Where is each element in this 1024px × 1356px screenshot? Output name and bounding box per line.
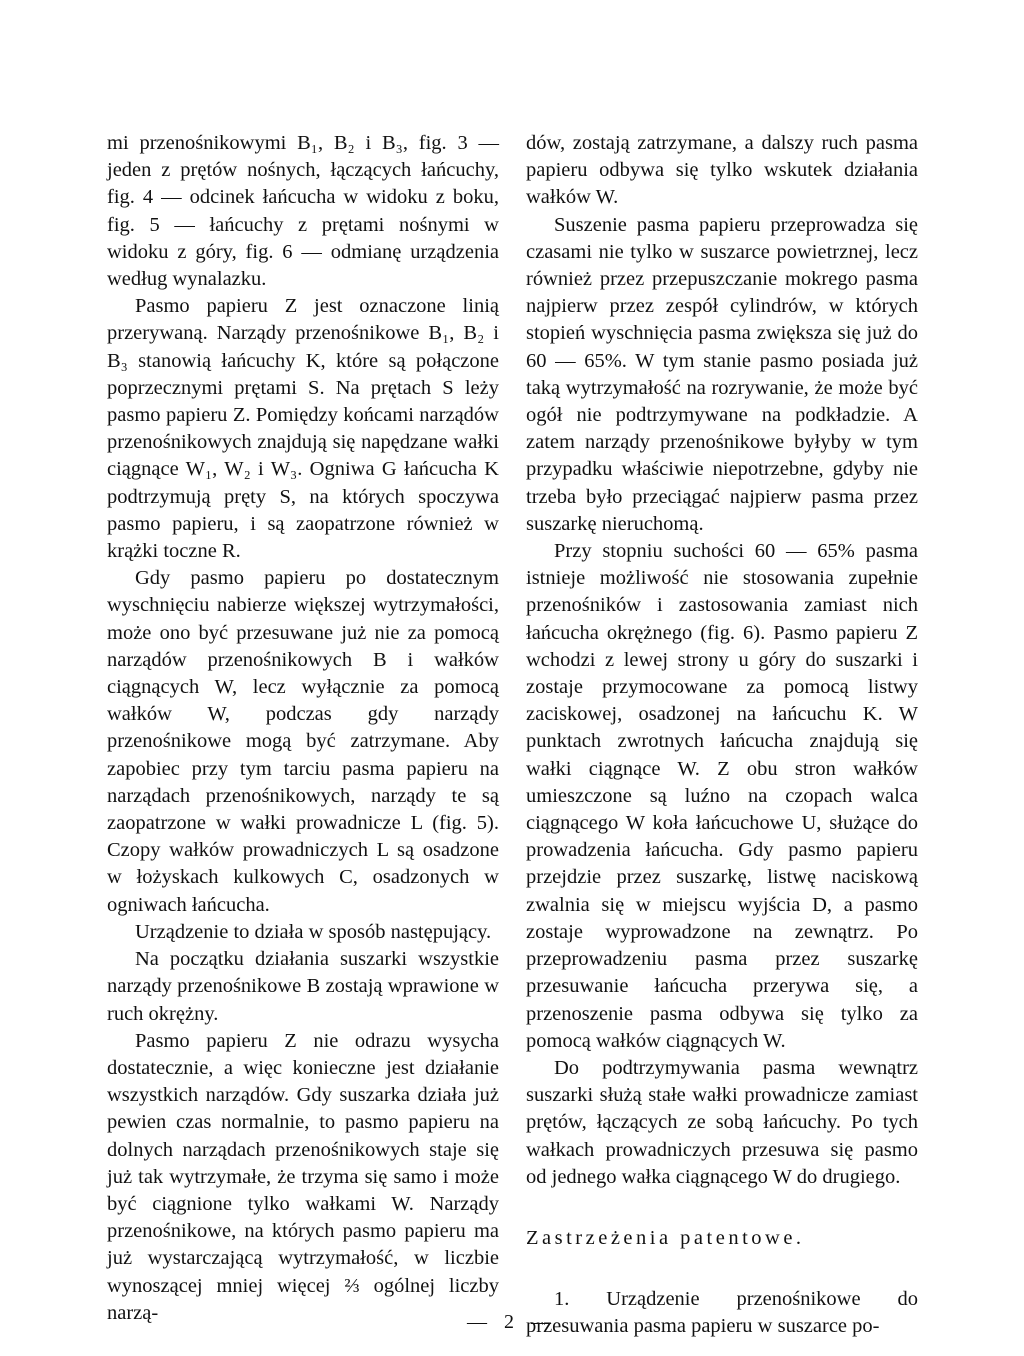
paragraph: Pasmo papieru Z nie odrazu wysycha dostatecznie, a więc konieczne jest działanie wszystkich narządów. Gdy suszarka działa już pewien czas normalnie, to pasmo papieru na dolnych narządach przenośnikowych staje się już tak wytrzymałe, że trzyma się samo i może być ciągnione tylko wałkami W. Narządy przenośnikowe, na których pasmo papieru ma już wystarczającą wytrzymałość, w liczbie wynoszącej mniej więcej ⅔ ogólnej liczby narzą- [107, 1029, 499, 1324]
paragraph: Suszenie pasma papieru przeprowadza się czasami nie tylko w suszarce powietrznej, lecz również przez przepuszczanie mokrego pasma najpierw przez zespół cylindrów, w których stopień wyschnięcia pasma zwiększa się już do 60 — 65%. W tym stanie pasmo posiada już taką wytrzymałość na rozrywanie, że może być ogół nie podtrzymywane na podkładzie. A zatem narządy przenośnikowe byłyby w tym przypadku właściwie niepotrzebne, gdyby nie trzeba było przeciągać najpierw pasma przez suszarkę nieruchomą. [526, 213, 918, 535]
paragraph: Przy stopniu suchości 60 — 65% pasma istnieje możliwość nie stosowania zupełnie przenośników i zastosowania zamiast nich łańcucha okrężnego (fig. 6). Pasmo papieru Z wchodzi z lewej strony u góry do suszarki i zostaje przymocowane za pomocą listwy zaciskowej, osadzonej na łańcuchu K. W punktach zwrotnych łańcucha znajdują się wałki ciągnące W. Z obu stron wałków umieszczone są luźno na czopach walca ciągnącego W koła łańcuchowe U, służące do prowadzenia łańcucha. Gdy pasmo papieru przejdzie przez suszarkę, listwę naciskową zwalnia się w miejscu wyjścia D, a pasmo zostaje wyprowadzone na zewnątrz. Po przeprowadzeniu pasma przez suszarkę przesuwanie łańcucha przerywa się, a przenoszenie pasma odbywa się tylko za pomocą wałków ciągnących W. [526, 540, 918, 1052]
paragraph: Na początku działania suszarki wszystkie narządy przenośnikowe B zostają wprawione w ruch okrężny. [107, 948, 499, 1025]
left-column [107, 130, 499, 1327]
paragraph: mi przenośnikowymi B₁, B₂ i B₃, fig. 3 — jeden z prętów nośnych, łączących łańcuchy, fig. 4 — odcinek łańcucha w widoku z boku, fig. 5 — łańcuchy z prętami nośnymi w widoku z góry, fig. 6 — odmianę urządzenia według wynalazku. [107, 132, 499, 291]
paragraph: Gdy pasmo papieru po dostatecznym wyschnięciu nabierze większej wytrzymałości, może ono być przesuwane już nie za pomocą narządów przenośnikowych B i wałków ciągnących W, lecz wyłącznie za pomocą wałków W, podczas gdy narządy przenośnikowe mogą być zatrzymane. Aby zapobiec przy tym tarciu pasma papieru na narządach przenośnikowych, narządy te są zaopatrzone w wałki prowadnicze L (fig. 5). Czopy wałków prowadniczych L są osadzone w łożyskach kulkowych C, osadzonych w ogniwach łańcucha. [107, 567, 499, 916]
right-column [526, 130, 918, 1341]
paragraph: dów, zostają zatrzymane, a dalszy ruch pasma papieru odbywa się tylko wskutek działania wałków W. [526, 132, 918, 209]
section-heading: Zastrzeżenia patentowe. [526, 1226, 805, 1249]
paragraph: Pasmo papieru Z jest oznaczone linią przerywaną. Narządy przenośnikowe B₁, B₂ i B₃ stanowią łańcuchy K, które są połączone poprzecznymi prętami S. Na prętach S leży pasmo papieru Z. Pomiędzy końcami narządów przenośnikowych znajdują się napędzane wałki ciągnące W₁, W₂ i W₃. Ogniwa G łańcucha K podtrzymują pręty S, na których spoczywa pasmo papieru, i są zaopatrzone również w krążki toczne R. [107, 295, 499, 563]
claim-paragraph: 1. Urządzenie przenośnikowe do przesuwania pasma papieru w suszarce po- [526, 1288, 918, 1338]
page-number: — 2 — [467, 1311, 557, 1333]
paragraph: Do podtrzymywania pasma wewnątrz suszarki służą stałe wałki prowadnicze zamiast prętów, łączących ze sobą łańcuchy. Po tych wałkach prowadniczych przesuwa się pasmo od jednego wałka ciągnącego W do drugiego. [526, 1056, 918, 1188]
paragraph: Urządzenie to działa w sposób następujący. [135, 920, 492, 943]
